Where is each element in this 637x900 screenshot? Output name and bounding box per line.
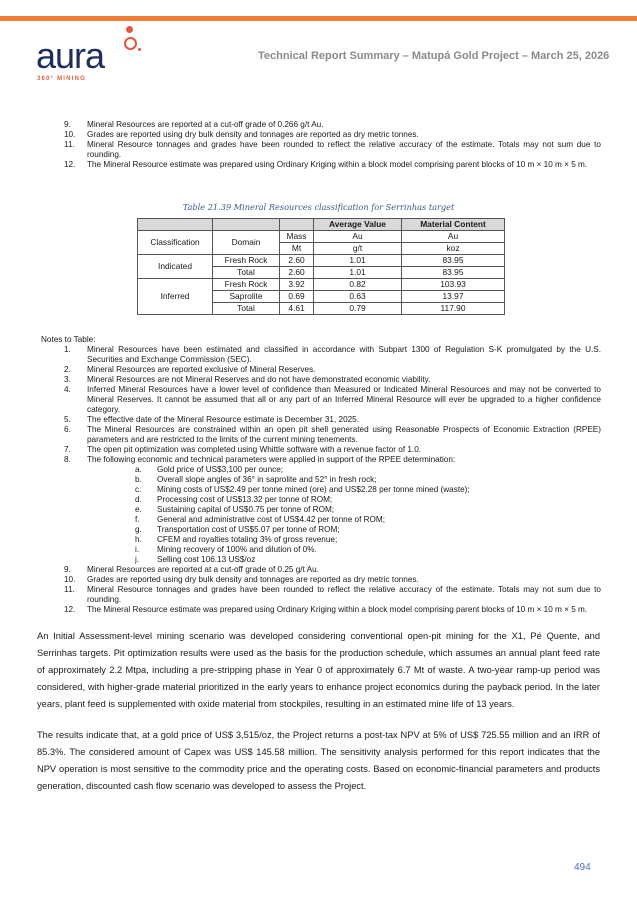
note-text: Transportation cost of US$5.07 per tonne of ROM; (157, 525, 340, 534)
note-text: Mineral Resources are reported at a cut-off grade of 0.266 g/t Au. (87, 120, 324, 129)
table-caption: Table 21.39 Mineral Resources classification for Serrinhas target (182, 202, 455, 212)
note-item (64, 120, 601, 130)
note-item (64, 415, 601, 425)
notes-section (41, 335, 601, 615)
sub-note-item (64, 525, 601, 535)
table-label-row (138, 231, 505, 243)
logo-ring-icon (124, 37, 137, 50)
content-cell: 83.95 (402, 267, 505, 279)
au-content-label: Au (402, 231, 505, 243)
sub-note-item (64, 535, 601, 545)
note-number: 8. (64, 455, 71, 464)
note-text: Mining costs of US$2.49 per tonne mined (ore) and US$2.28 per tonne mined (waste); (157, 485, 470, 494)
note-text: Mining recovery of 100% and dilution of 0%. (157, 545, 317, 554)
note-number: 10. (64, 575, 76, 584)
content-cell: 83.95 (402, 255, 505, 267)
note-text: The Mineral Resource estimate was prepared using Ordinary Kriging within a block model comprising parent blocks of 10 m × 10 m × 5 m. (87, 160, 588, 169)
sub-note-item (64, 545, 601, 555)
mass-cell: 3.92 (280, 279, 314, 291)
top-notes (64, 120, 601, 170)
logo-tagline: 360° MINING (37, 76, 86, 82)
note-number: b. (135, 475, 142, 484)
header-cell (138, 219, 213, 231)
note-number: 3. (64, 375, 71, 384)
note-text: The effective date of the Mineral Resource estimate is December 31, 2025. (87, 415, 359, 424)
mass-cell: 2.60 (280, 255, 314, 267)
note-text: Selling cost 106.13 US$/oz (157, 555, 256, 564)
grade-cell: 1.01 (314, 255, 402, 267)
note-number: 9. (64, 565, 71, 574)
sub-note-item (64, 485, 601, 495)
sub-note-item (64, 505, 601, 515)
note-number: h. (135, 535, 142, 544)
classification-cell: Indicated (138, 255, 213, 279)
logo-small-dot-icon (138, 48, 141, 51)
note-text: Mineral Resources are not Mineral Reserves and do not have demonstrated economic viability. (87, 375, 431, 384)
note-number: 11. (64, 585, 75, 594)
note-text: Gold price of US$3,100 per ounce; (157, 465, 284, 474)
header-material-content: Material Content (402, 219, 505, 231)
sub-note-item (64, 465, 601, 475)
note-number: i. (135, 545, 140, 554)
note-text: Inferred Mineral Resources have a lower level of confidence than Measured or Indicated Mineral Resources and may not be converted to Mineral Reserves. It cannot be assumed that all or any part of an Inferred Mineral Resource will ever be upgraded to a higher confidence category. (87, 385, 601, 414)
note-text: The Mineral Resources are constrained within an open pit shell generated using Reasonable Prospects of Economic Extraction (RPEE) parameters and are restricted to the limits of the current mining tenements. (87, 425, 601, 444)
note-text: The Mineral Resource estimate was prepared using Ordinary Kriging within a block model comprising parent blocks of 10 m × 10 m × 5 m. (87, 605, 588, 614)
page-number: 494 (574, 862, 591, 873)
mass-cell: 4.61 (280, 303, 314, 315)
sub-note-item (64, 555, 601, 565)
note-text: CFEM and royalties totaling 3% of gross revenue; (157, 535, 338, 544)
au-grade-label: Au (314, 231, 402, 243)
note-text: General and administrative cost of US$4.42 per tonne of ROM; (157, 515, 386, 524)
note-item (64, 455, 601, 465)
note-number: 7. (64, 445, 71, 454)
note-text: Mineral Resources are reported at a cut-off grade of 0.25 g/t Au. (87, 565, 319, 574)
note-number: 9. (64, 120, 71, 129)
unit-grade: g/t (314, 243, 402, 255)
mineral-resources-table (137, 218, 505, 315)
note-number: c. (135, 485, 142, 494)
note-number: d. (135, 495, 142, 504)
header-cell (280, 219, 314, 231)
domain-cell: Total (213, 267, 280, 279)
notes-title: Notes to Table: (41, 335, 96, 344)
note-text: Mineral Resources are reported exclusive of Mineral Reserves. (87, 365, 316, 374)
domain-cell: Fresh Rock (213, 255, 280, 267)
note-number: 12. (64, 605, 76, 614)
paragraph-mining-scenario: An Initial Assessment-level mining scenario was developed considering conventional open-pit mining for the X1, Pé Quente, and Serrinhas targets. Pit optimization results were used as the basis for the production schedule, which assumes an annual plant feed rate of approximately 2.2 Mtpa, including a pre-stripping phase in Year 0 of approximately 6.7 Mt of waste. A two-year ramp-up period was considered, with higher-grade material prioritized in the early years to enhance project economics during the payback period. In the later years, plant feed is supplemented with oxide material from stockpiles, resulting in an estimated mine life of 13 years. (37, 631, 600, 709)
domain-cell: Fresh Rock (213, 279, 280, 291)
header-average-value: Average Value (314, 219, 402, 231)
note-number: 1. (64, 345, 71, 354)
note-text: Grades are reported using dry bulk density and tonnages are reported as dry metric tonnes. (87, 130, 419, 139)
note-text: Mineral Resources have been estimated and classified in accordance with Subpart 1300 of Regulation S-K promulgated by the U.S. Securities and Exchange Commission (SEC). (87, 345, 601, 364)
grade-cell: 0.82 (314, 279, 402, 291)
note-item (64, 160, 601, 170)
paragraph-results: The results indicate that, at a gold price of US$ 3,515/oz, the Project returns a post-tax NPV at 5% of US$ 725.55 million and an IRR of 85.3%. The considered amount of Capex was US$ 145.58 million. The sensitivity analysis performed for this report indicates that the NPV operation is most sensitive to the commodity price and the operating costs. Based on economic-financial parameters and products generation, discounted cash flow scenario was developed to assess the Project. (37, 730, 600, 791)
note-number: 12. (64, 160, 76, 169)
grade-cell: 1.01 (314, 267, 402, 279)
domain-label: Domain (213, 231, 280, 255)
unit-content: koz (402, 243, 505, 255)
sub-note-item (64, 515, 601, 525)
note-item (64, 140, 601, 160)
content-cell: 13.97 (402, 291, 505, 303)
aura-logo (36, 24, 146, 86)
note-item (64, 605, 601, 615)
header-accent-bar (0, 16, 637, 21)
table-row (138, 279, 505, 291)
content-cell: 103.93 (402, 279, 505, 291)
content-cell: 117.90 (402, 303, 505, 315)
note-item (64, 445, 601, 455)
note-item (64, 425, 601, 445)
mass-cell: 2.60 (280, 267, 314, 279)
mass-cell: 0.69 (280, 291, 314, 303)
note-number: e. (135, 505, 142, 514)
note-text: Mineral Resource tonnages and grades have been rounded to reflect the relative accuracy of the estimate. Totals may not sum due to rounding. (87, 140, 601, 159)
note-item (64, 585, 601, 605)
logo-dot-icon (126, 26, 133, 33)
note-item (64, 385, 601, 415)
document-header-title: Technical Report Summary – Matupá Gold Project – March 25, 2026 (258, 50, 610, 62)
grade-cell: 0.79 (314, 303, 402, 315)
note-number: 11. (64, 140, 75, 149)
mass-label: Mass (280, 231, 314, 243)
sub-note-item (64, 475, 601, 485)
note-text: The open pit optimization was completed using Whittle software with a revenue factor of 1.0. (87, 445, 422, 454)
table-row (138, 255, 505, 267)
unit-mass: Mt (280, 243, 314, 255)
classification-label: Classification (138, 231, 213, 255)
note-number: 2. (64, 365, 71, 374)
table-header-row (138, 219, 505, 231)
note-text: Processing cost of US$13.32 per tonne of ROM; (157, 495, 333, 504)
note-number: 4. (64, 385, 71, 394)
header-cell (213, 219, 280, 231)
note-item (64, 375, 601, 385)
note-text: The following economic and technical parameters were applied in support of the RPEE determination: (87, 455, 456, 464)
note-number: 6. (64, 425, 71, 434)
note-number: a. (135, 465, 142, 474)
note-text: Grades are reported using dry bulk density and tonnages are reported as dry metric tonnes. (87, 575, 419, 584)
note-number: f. (135, 515, 140, 524)
note-number: 10. (64, 130, 76, 139)
note-item (64, 345, 601, 365)
note-text: Overall slope angles of 36° in saprolite and 52° in fresh rock; (157, 475, 377, 484)
note-number: j. (135, 555, 140, 564)
note-item (64, 130, 601, 140)
note-number: 5. (64, 415, 71, 424)
domain-cell: Total (213, 303, 280, 315)
classification-cell: Inferred (138, 279, 213, 315)
grade-cell: 0.63 (314, 291, 402, 303)
logo-wordmark: aura (36, 35, 105, 76)
note-text: Mineral Resource tonnages and grades have been rounded to reflect the relative accuracy of the estimate. Totals may not sum due to rounding. (87, 585, 601, 604)
domain-cell: Saprolite (213, 291, 280, 303)
note-item (64, 365, 601, 375)
note-item (64, 575, 601, 585)
note-item (64, 565, 601, 575)
sub-note-item (64, 495, 601, 505)
note-text: Sustaining capital of US$0.75 per tonne of ROM; (157, 505, 335, 514)
note-number: g. (135, 525, 142, 534)
